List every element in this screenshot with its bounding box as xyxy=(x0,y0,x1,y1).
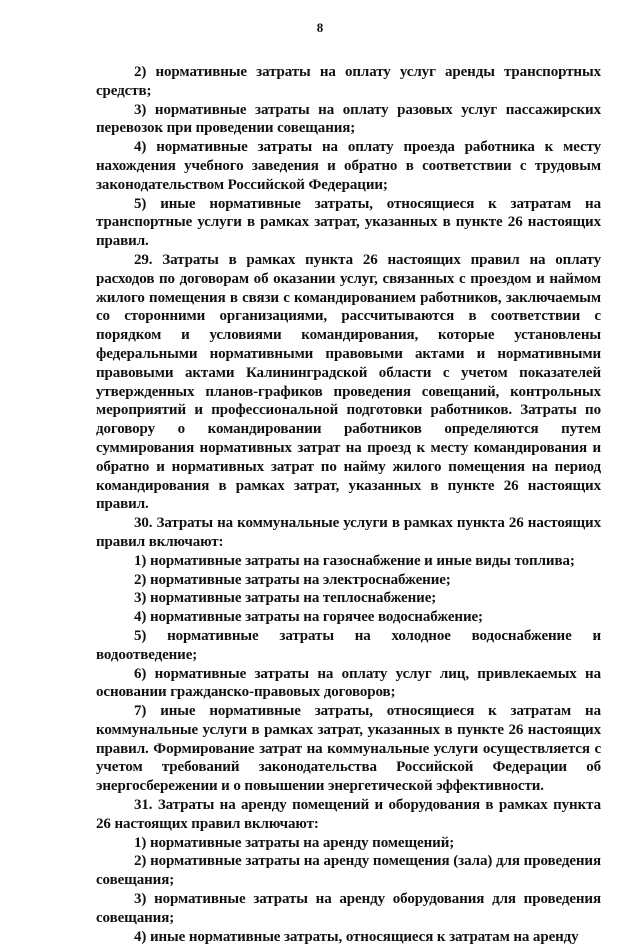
paragraph-section-30: 30. Затраты на коммунальные услуги в рамках пункта 26 настоящих правил включают: xyxy=(96,515,601,550)
page-number: 8 xyxy=(316,20,324,35)
paragraph: 1) нормативные затраты на газоснабжение и иные виды топлива; xyxy=(134,552,575,569)
paragraph: 7) иные нормативные затраты, относящиеся к затратам на коммунальные услуги в рамках затрат, указанных в пункте 26 настоящих правил. Формирование затрат на коммунальные услуги осуществляется с учетом требований законодательства Российской Федерации об энергосбережении и о повышении энергетической эффективности. xyxy=(96,703,601,795)
paragraph: 5) иные нормативные затраты, относящиеся к затратам на транспортные услуги в рамках затрат, указанных в пункте 26 настоящих правил. xyxy=(96,195,601,250)
paragraph: 3) нормативные затраты на теплоснабжение; xyxy=(134,590,437,607)
paragraph: 3) нормативные затраты на оплату разовых услуг пассажирских перевозок при проведении совещания; xyxy=(96,101,601,137)
paragraph: 3) нормативные затраты на аренду оборудования для проведения совещания; xyxy=(96,891,601,926)
paragraph: 5) нормативные затраты на холодное водоснабжение и водоотведение; xyxy=(96,627,601,663)
paragraph: 6) нормативные затраты на оплату услуг лиц, привлекаемых на основании гражданско-правовых договоров; xyxy=(96,665,601,701)
paragraph: 2) нормативные затраты на аренду помещения (зала) для проведения совещания; xyxy=(96,853,601,889)
paragraph: 2) нормативные затраты на оплату услуг аренды транспортных средств; xyxy=(96,64,601,99)
paragraph: 4) нормативные затраты на горячее водоснабжение; xyxy=(134,609,483,626)
paragraph: 1) нормативные затраты на аренду помещений; xyxy=(134,834,455,851)
paragraph: 4) иные нормативные затраты, относящиеся к затратам на аренду xyxy=(134,928,579,945)
document-body xyxy=(96,63,601,946)
paragraph-section-31: 31. Затраты на аренду помещений и оборудования в рамках пункта 26 настоящих правил включают: xyxy=(96,797,601,832)
paragraph-section-29: 29. Затраты в рамках пункта 26 настоящих правил на оплату расходов по договорам об оказании услуг, связанных с проездом и наймом жилого помещения в связи с командированием работников, заключаемым со сторонними организациями, рассчитываются в соответствии с порядком и условиями командирования, которые установлены федеральными нормативными правовыми актами и нормативными правовыми актами Калининградской области с учетом показателей утвержденных планов-графиков проведения совещаний, контрольных мероприятий и профессиональной подготовки работников. Затраты по договору о командировании работников определяются путем суммирования нормативных затрат на проезд к месту командирования и обратно и нормативных затрат по найму жилого помещения на период командирования в рамках затрат, указанных в пункте 26 настоящих правил. xyxy=(96,251,601,513)
paragraph: 4) нормативные затраты на оплату проезда работника к месту нахождения учебного заведения и обратно в соответствии с трудовым законодательством Российской Федерации; xyxy=(96,139,601,193)
paragraph: 2) нормативные затраты на электроснабжение; xyxy=(134,571,451,588)
